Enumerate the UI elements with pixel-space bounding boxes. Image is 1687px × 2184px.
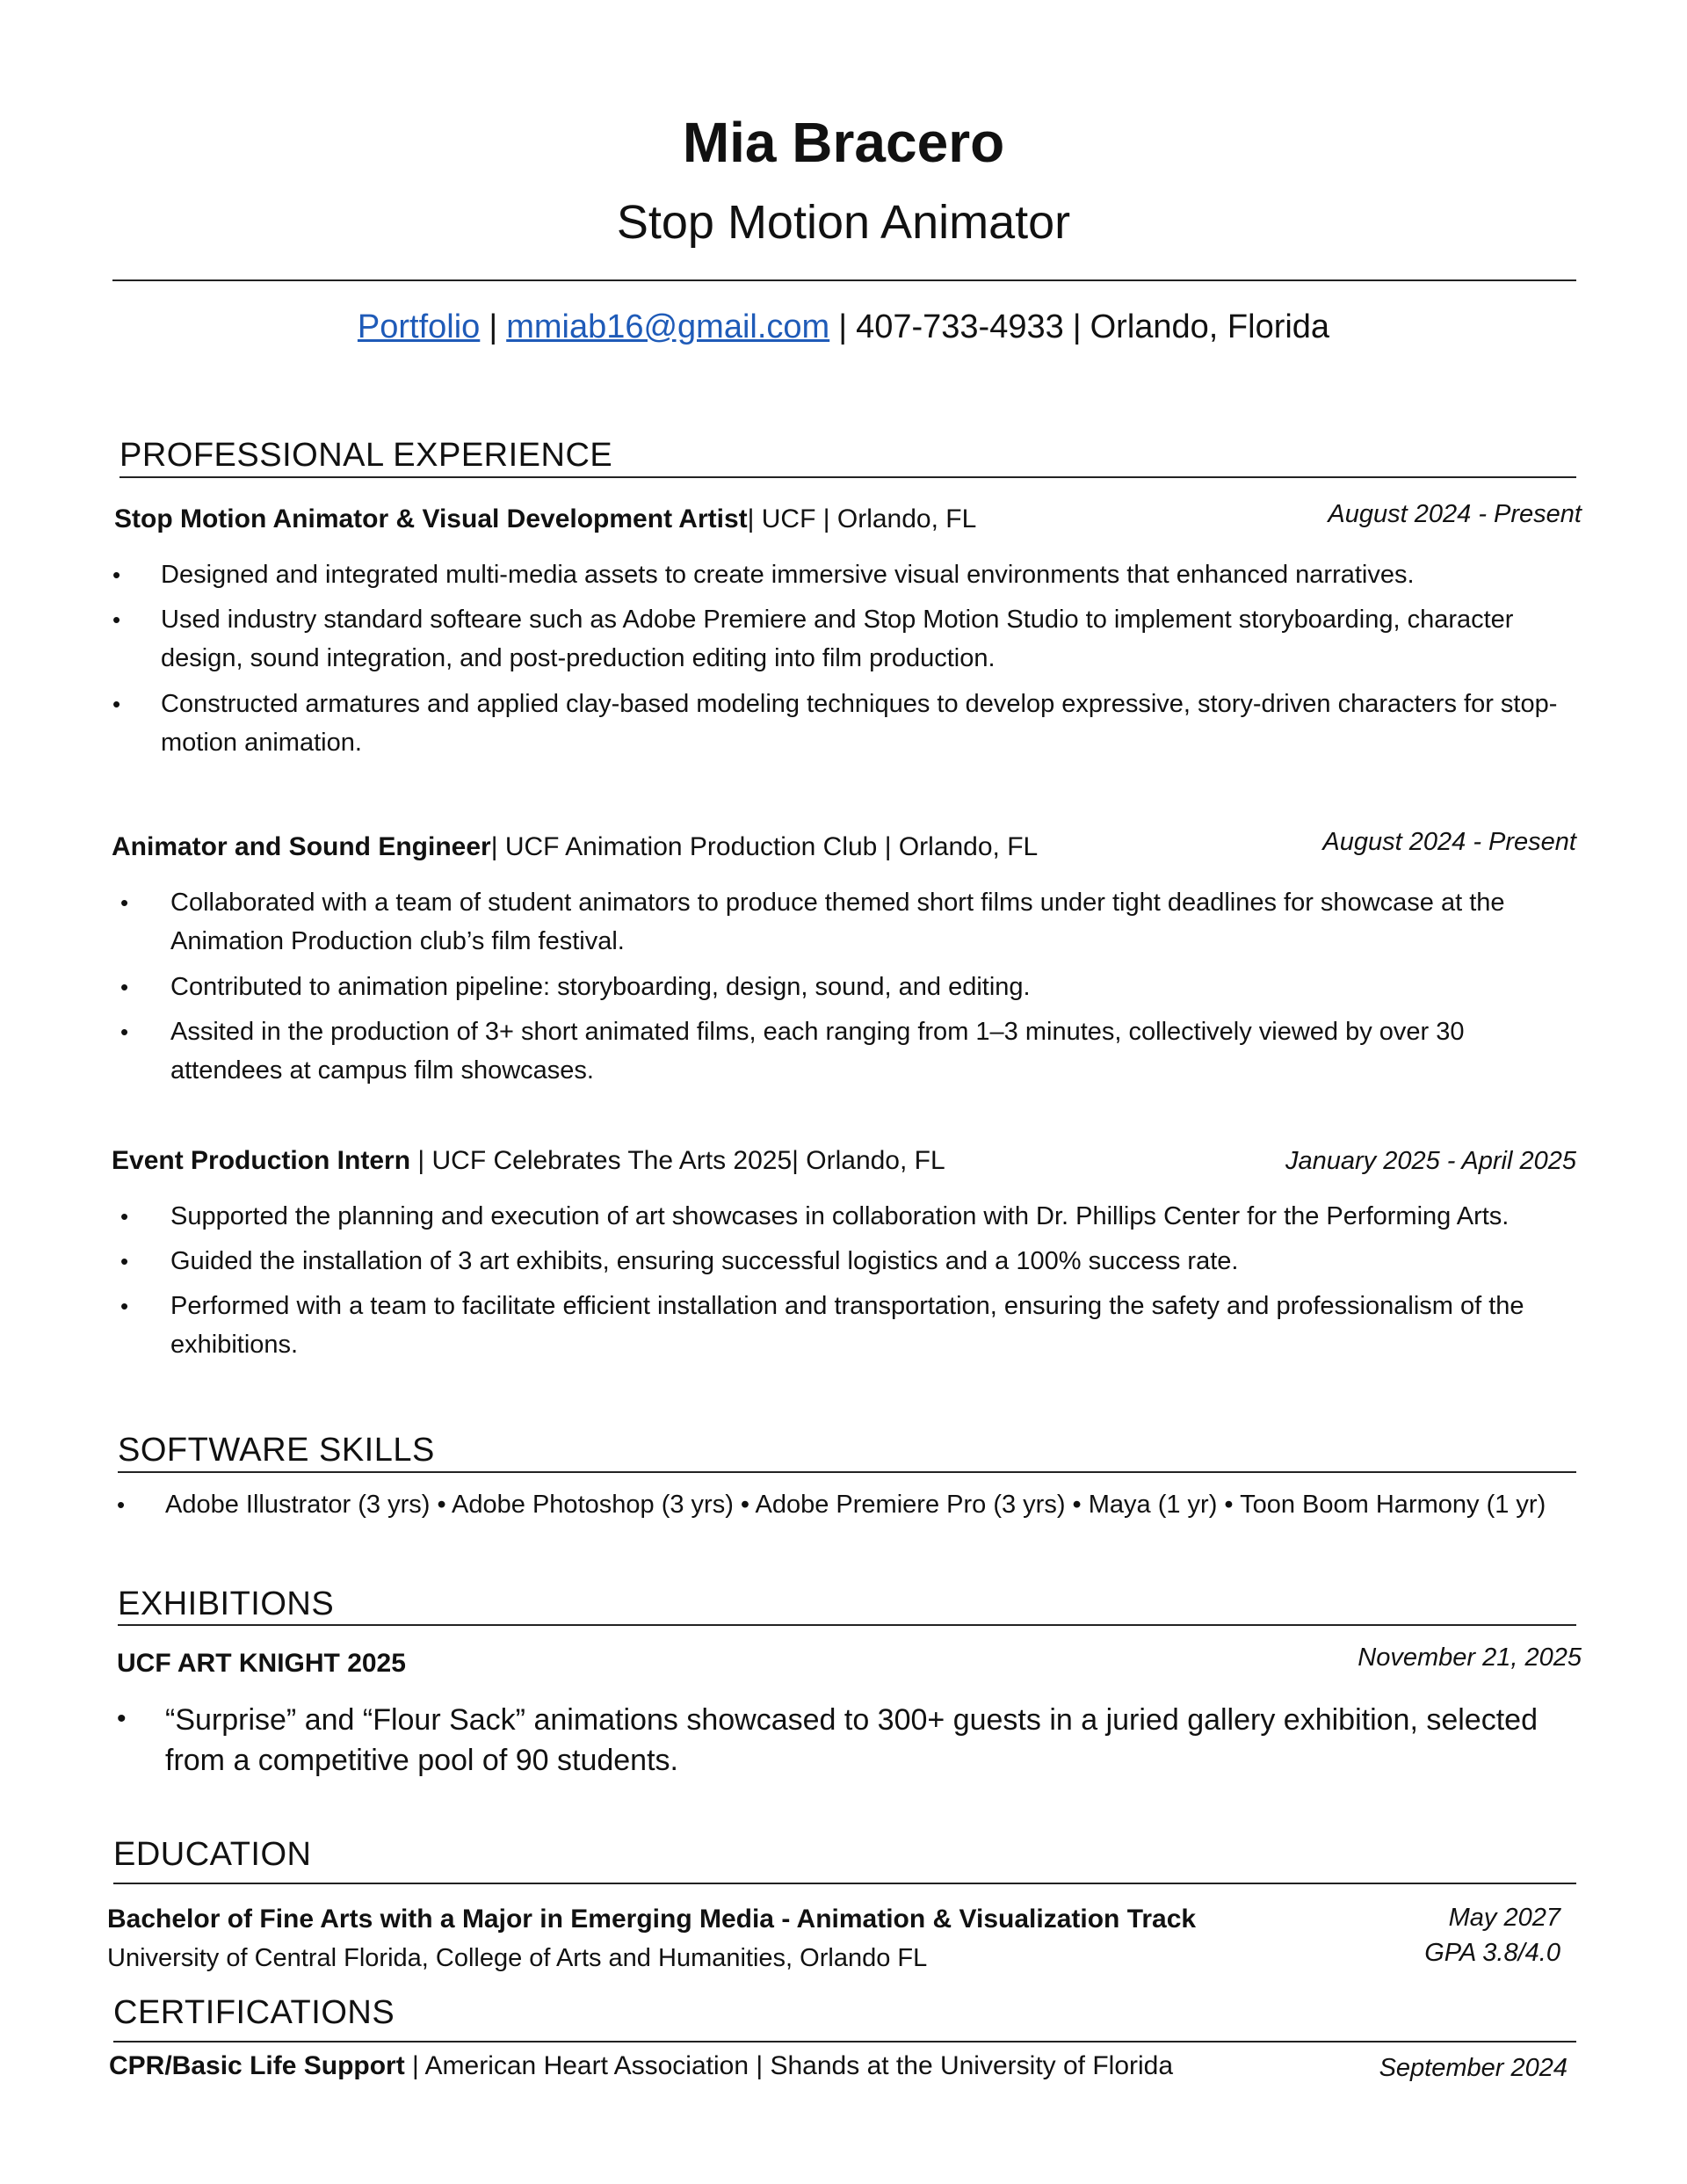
job-1-date: August 2024 - Present [1328, 500, 1582, 528]
bullet-icon: • [120, 1203, 129, 1230]
certification-name: CPR/Basic Life Support [109, 2051, 405, 2080]
education-gpa: GPA 3.8/4.0 [1424, 1939, 1560, 1967]
job-1-bullet-1: Designed and integrated multi-media assets to create immersive visual environments that enhanced narratives. [161, 561, 1415, 589]
job-3-bullet-3: Performed with a team to facilitate efficient installation and transportation, ensuring the safety and professionalism of the exhibitions. [170, 1292, 1524, 1359]
phone-number: 407-733-4933 [856, 308, 1064, 345]
contact-separator: | [1072, 308, 1082, 345]
education-date: May 2027 [1448, 1904, 1560, 1932]
skills-list: Adobe Illustrator (3 yrs) • Adobe Photoshop (3 yrs) • Adobe Premiere Pro (3 yrs) • Maya (1 yr) • Toon Boom Harmony (1 yr) [165, 1491, 1546, 1519]
job-3-date: January 2025 - April 2025 [1285, 1147, 1576, 1175]
job-2-role: Animator and Sound Engineer [112, 832, 491, 861]
bullet-icon: • [120, 1293, 129, 1319]
bullet-icon: • [117, 1491, 126, 1518]
bullet-icon: • [120, 1248, 129, 1274]
job-3-org: | UCF Celebrates The Arts 2025| Orlando, FL [410, 1146, 945, 1175]
resume-name: Mia Bracero [682, 111, 1005, 174]
exhibition-bullet: “Surprise” and “Flour Sack” animations showcased to 300+ guests in a juried gallery exhibition, selected from a competitive pool of 90 students. [165, 1703, 1538, 1777]
education-divider [113, 1883, 1576, 1884]
job-1-role: Stop Motion Animator & Visual Development Artist [114, 504, 748, 533]
bullet-icon: • [112, 562, 121, 588]
education-degree: Bachelor of Fine Arts with a Major in Emerging Media - Animation & Visualization Track [107, 1905, 1197, 1934]
job-2-bullet-1: Collaborated with a team of student animators to produce themed short films under tight deadlines for showcase at the Animation Production club’s film festival. [170, 889, 1505, 955]
exhibitions-divider [118, 1624, 1576, 1626]
certification-line [109, 2049, 1173, 2084]
certification-date: September 2024 [1379, 2054, 1568, 2082]
experience-divider [119, 476, 1576, 478]
bullet-icon: • [120, 974, 129, 1000]
bullet-icon: • [112, 691, 121, 717]
bullet-icon: • [112, 606, 121, 633]
job-3-bullet-1: Supported the planning and execution of art showcases in collaboration with Dr. Phillips Center for the Performing Arts. [170, 1202, 1510, 1230]
certification-org: | American Heart Association | Shands at the University of Florida [404, 2051, 1174, 2080]
contact-separator: | [489, 308, 498, 345]
job-1-bullet-2: Used industry standard softeare such as Adobe Premiere and Stop Motion Studio to implement storyboarding, character design, sound integration, and post-preduction editing into film production. [161, 606, 1514, 672]
skills-divider [118, 1471, 1576, 1473]
certifications-heading: CERTIFICATIONS [113, 1994, 395, 2031]
exhibition-name: UCF ART KNIGHT 2025 [117, 1649, 406, 1678]
exhibitions-heading: EXHIBITIONS [118, 1585, 335, 1622]
contact-separator: | [838, 308, 848, 345]
bullet-icon: • [120, 889, 129, 916]
portfolio-link[interactable]: Portfolio [357, 308, 481, 345]
email-link[interactable]: mmiab16@gmail.com [506, 308, 830, 345]
certifications-divider [113, 2041, 1576, 2043]
job-3-role: Event Production Intern [112, 1146, 411, 1175]
education-heading: EDUCATION [113, 1836, 312, 1873]
bullet-icon: • [117, 1704, 127, 1733]
job-3-title-line [112, 1143, 945, 1179]
bullet-icon: • [120, 1019, 129, 1045]
job-2-date: August 2024 - Present [1322, 828, 1576, 856]
education-school: University of Central Florida, College of Arts and Humanities, Orlando FL [107, 1944, 928, 1972]
exhibition-date: November 21, 2025 [1358, 1643, 1582, 1672]
header-divider [112, 279, 1576, 281]
location: Orlando, Florida [1090, 308, 1330, 345]
job-1-bullet-3: Constructed armatures and applied clay-based modeling techniques to develop expressive, story-driven characters for stop-motion animation. [161, 690, 1558, 757]
job-1-title-line [114, 502, 976, 537]
contact-line [0, 305, 1687, 349]
skills-heading: SOFTWARE SKILLS [118, 1432, 435, 1469]
job-2-title-line [112, 830, 1038, 865]
experience-heading: PROFESSIONAL EXPERIENCE [119, 437, 613, 474]
job-2-bullet-3: Assited in the production of 3+ short animated films, each ranging from 1–3 minutes, collectively viewed by over 30 attendees at campus film showcases. [170, 1018, 1465, 1085]
job-2-bullet-2: Contributed to animation pipeline: storyboarding, design, sound, and editing. [170, 973, 1031, 1001]
job-2-org: | UCF Animation Production Club | Orlando, FL [490, 832, 1039, 861]
job-1-org: | UCF | Orlando, FL [747, 504, 977, 533]
job-3-bullet-2: Guided the installation of 3 art exhibits, ensuring successful logistics and a 100% success rate. [170, 1247, 1239, 1275]
resume-title: Stop Motion Animator [616, 196, 1071, 249]
